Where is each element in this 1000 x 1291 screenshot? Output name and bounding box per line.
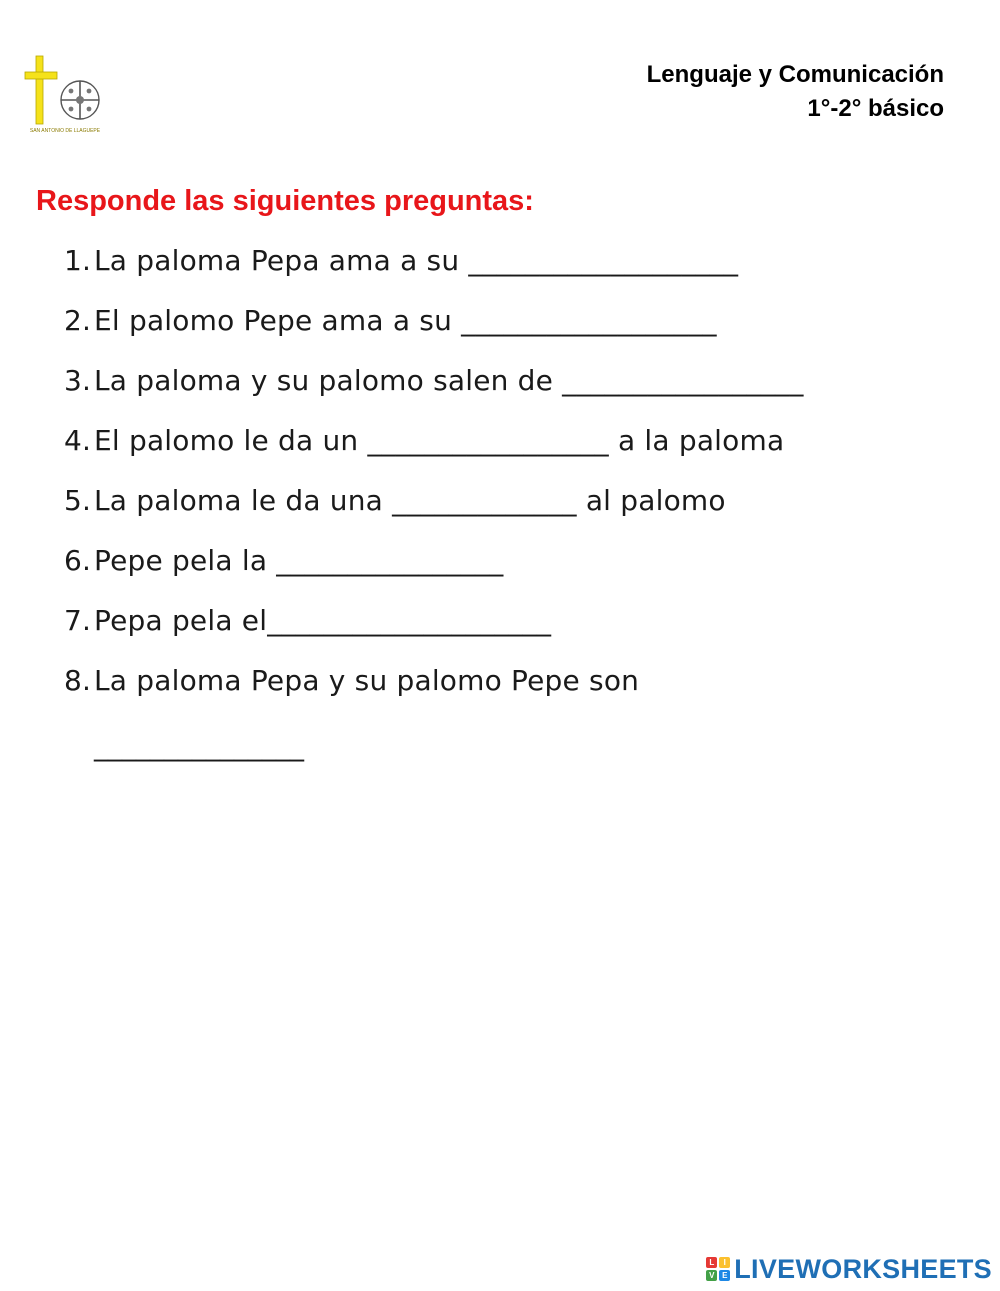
answer-blank[interactable]: _______________ [94,729,304,762]
question-text: El palomo Pepe ama a su __________________ [94,304,717,337]
brand-letter: E [719,1270,730,1281]
subject-title: Lenguaje y Comunicación [646,61,944,88]
question-number: 3. [64,364,92,397]
question-item[interactable] [64,541,504,581]
grade-level: 1°-2° básico [807,95,944,122]
question-item[interactable] [64,301,717,341]
brand-logo-icon [706,1257,730,1281]
question-text: Pepa pela el____________________ [94,604,552,637]
worksheet-header [647,58,944,126]
question-number: 1. [64,244,92,277]
question-text: La paloma y su palomo salen de _________________ [94,364,804,397]
question-text: El palomo le da un _________________ a la paloma [94,424,785,457]
question-text: Pepe pela la ________________ [94,544,504,577]
question-item[interactable] [64,661,639,701]
question-item[interactable] [64,241,738,281]
brand-letter: V [706,1270,717,1281]
instruction-heading: Responde las siguientes preguntas: [36,185,534,217]
brand-name: LIVEWORKSHEETS [734,1253,992,1284]
question-item[interactable] [64,361,804,401]
question-item[interactable] [64,421,784,461]
question-text: La paloma Pepa ama a su ___________________ [94,244,739,277]
liveworksheets-brand [706,1252,992,1286]
question-number: 4. [64,424,92,457]
question-number: 7. [64,604,92,637]
question-number: 5. [64,484,92,517]
question-number: 8. [64,664,92,697]
question-text: La paloma Pepa y su palomo Pepe son [94,664,640,697]
question-number: 6. [64,544,92,577]
logo-caption: SAN ANTONIO DE LLAGUEPE [29,128,101,134]
question-text: La paloma le da una _____________ al palomo [94,484,726,517]
brand-letter: I [719,1257,730,1268]
question-item[interactable] [64,481,726,521]
question-item[interactable] [64,601,551,641]
question-number: 2. [64,304,92,337]
brand-letter: L [706,1257,717,1268]
